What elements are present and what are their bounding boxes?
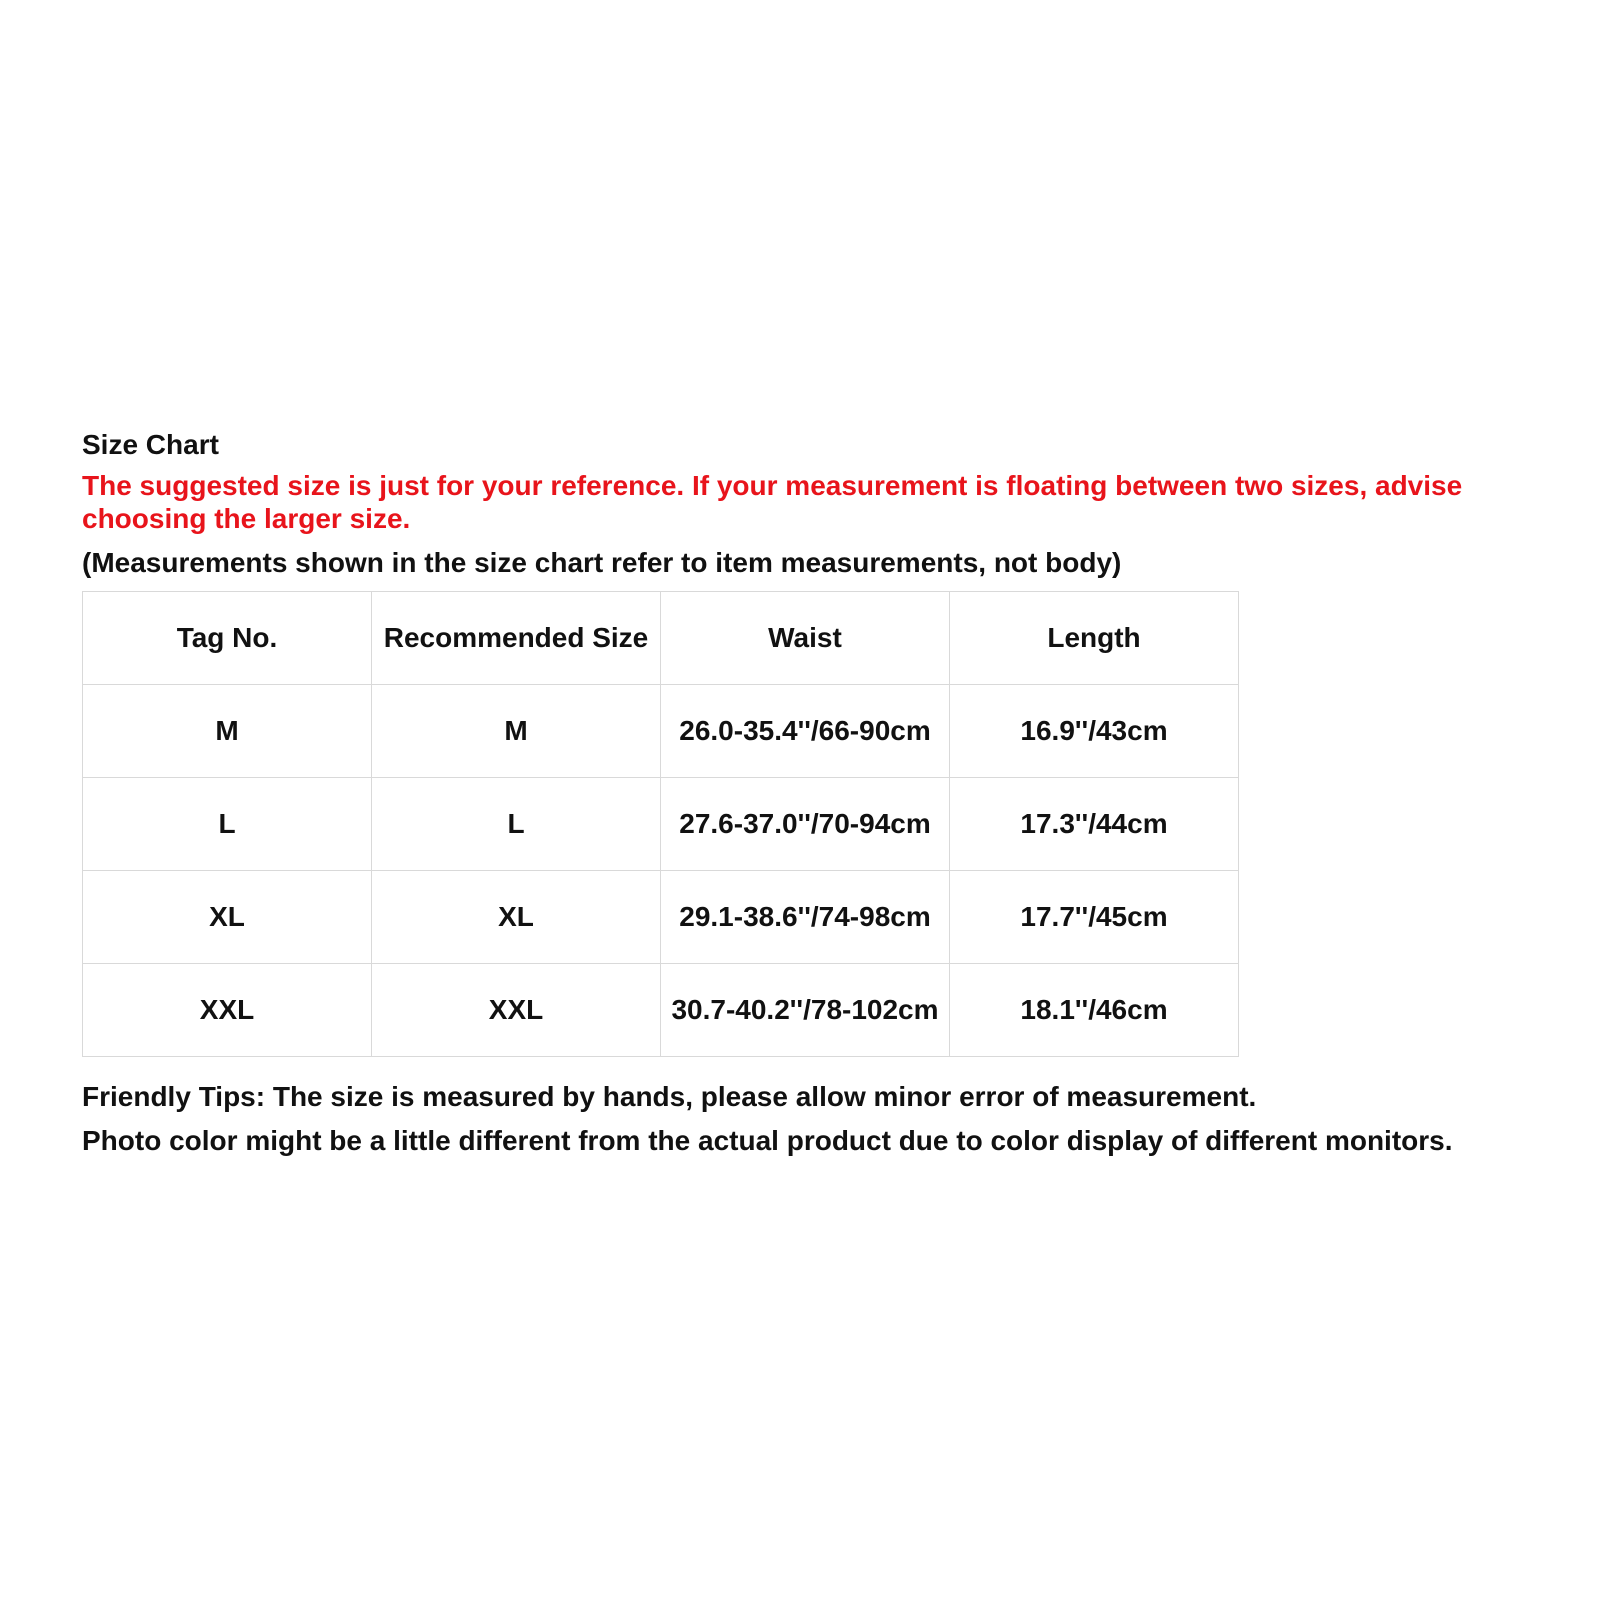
- cell-waist: 26.0-35.4''/66-90cm: [661, 685, 950, 778]
- cell-recommended-size: XXL: [372, 964, 661, 1057]
- size-chart-section: [82, 427, 1532, 1163]
- column-header-tag-no: Tag No.: [83, 592, 372, 685]
- cell-waist: 27.6-37.0''/70-94cm: [661, 778, 950, 871]
- tip-photo-color: Photo color might be a little different from the actual product due to color display of different monitors.: [82, 1125, 1453, 1156]
- cell-recommended-size: L: [372, 778, 661, 871]
- cell-length: 18.1''/46cm: [950, 964, 1239, 1057]
- table-row: [83, 778, 1239, 871]
- cell-length: 16.9''/43cm: [950, 685, 1239, 778]
- cell-recommended-size: M: [372, 685, 661, 778]
- cell-waist: 29.1-38.6''/74-98cm: [661, 871, 950, 964]
- table-row: [83, 685, 1239, 778]
- table-row: [83, 871, 1239, 964]
- cell-tag-no: XXL: [83, 964, 372, 1057]
- size-advice-warning: The suggested size is just for your reference. If your measurement is floating between two sizes, advise choosing the larger size.: [82, 470, 1463, 534]
- table-header-row: [83, 592, 1239, 685]
- friendly-tips: [82, 1075, 1532, 1163]
- cell-tag-no: XL: [83, 871, 372, 964]
- cell-waist: 30.7-40.2''/78-102cm: [661, 964, 950, 1057]
- cell-tag-no: M: [83, 685, 372, 778]
- cell-recommended-size: XL: [372, 871, 661, 964]
- column-header-recommended-size: Recommended Size: [372, 592, 661, 685]
- measurement-note: (Measurements shown in the size chart refer to item measurements, not body): [82, 547, 1122, 578]
- table-row: [83, 964, 1239, 1057]
- tip-measurement-error: Friendly Tips: The size is measured by hands, please allow minor error of measurement.: [82, 1081, 1257, 1112]
- column-header-length: Length: [950, 592, 1239, 685]
- column-header-waist: Waist: [661, 592, 950, 685]
- page-title: Size Chart: [82, 429, 219, 460]
- cell-tag-no: L: [83, 778, 372, 871]
- cell-length: 17.7''/45cm: [950, 871, 1239, 964]
- size-table: [82, 591, 1239, 1057]
- cell-length: 17.3''/44cm: [950, 778, 1239, 871]
